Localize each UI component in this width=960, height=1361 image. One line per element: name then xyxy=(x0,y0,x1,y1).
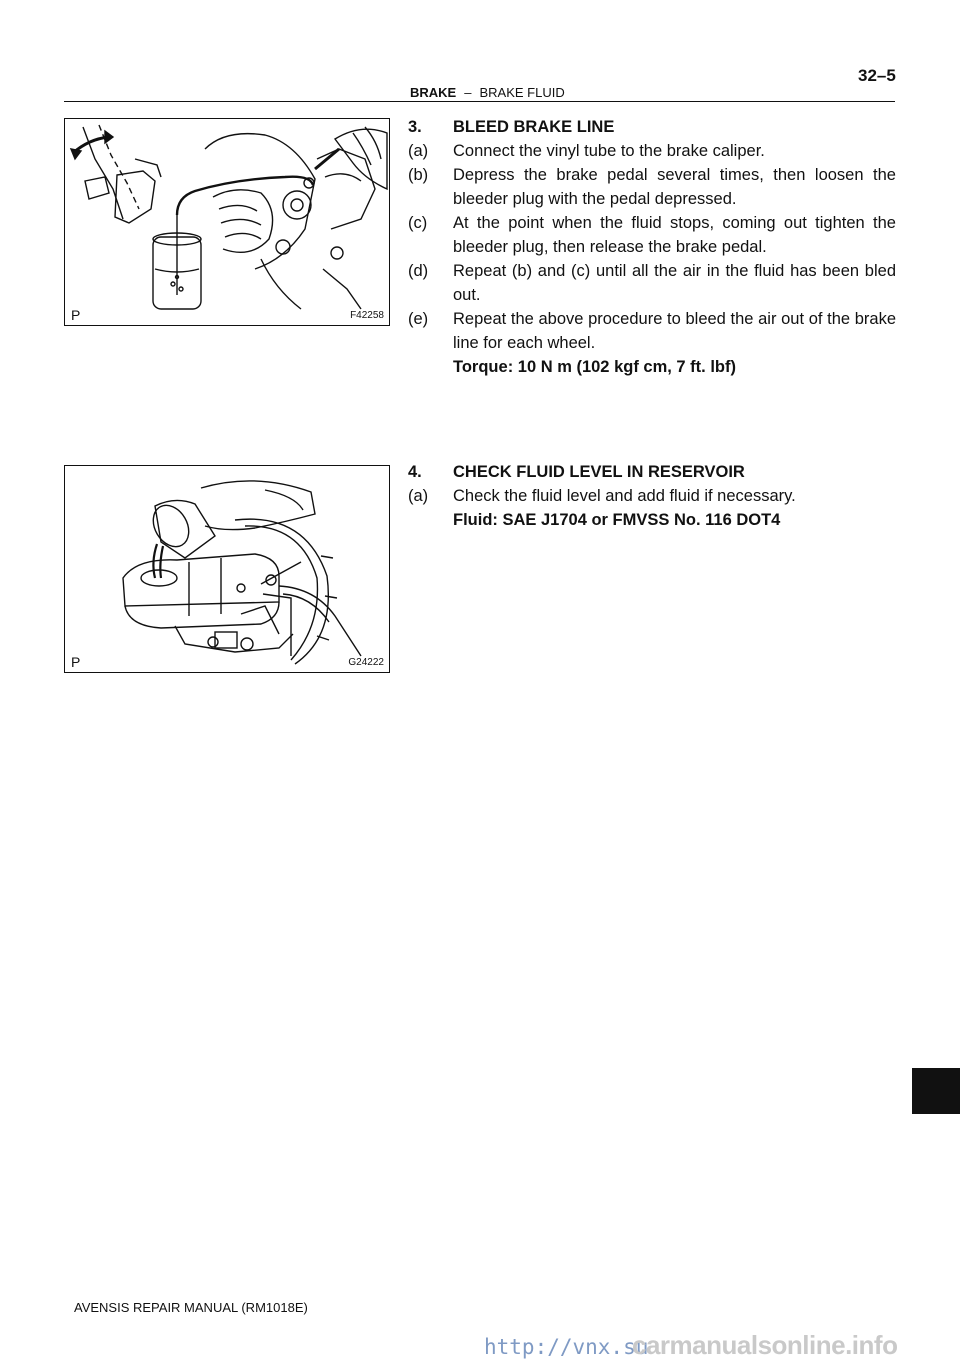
torque-spec: Torque: 10 N m (102 kgf cm, 7 ft. lbf) xyxy=(453,358,736,376)
figure-fluid-reservoir xyxy=(64,465,390,673)
substep xyxy=(408,484,896,508)
figure-marker: P xyxy=(71,654,81,670)
substep xyxy=(408,259,896,307)
header-dash: – xyxy=(464,85,472,100)
substep-text: Connect the vinyl tube to the brake caliper. xyxy=(453,142,765,160)
watermark-site: carmanualsonline.info xyxy=(632,1330,898,1360)
watermark-url[interactable]: http://vnx.su xyxy=(484,1335,649,1359)
substep-label: (e) xyxy=(408,310,429,328)
substep xyxy=(408,211,896,259)
reservoir-illustration xyxy=(65,466,391,674)
substep-text: Repeat the above procedure to bleed the air out of the brake line for each wheel. xyxy=(453,310,896,352)
page-number: 32–5 xyxy=(858,66,896,85)
figure-code: G24222 xyxy=(348,657,384,668)
substep-text: Check the fluid level and add fluid if necessary. xyxy=(453,487,796,505)
substep xyxy=(408,163,896,211)
fluid-spec: Fluid: SAE J1704 or FMVSS No. 116 DOT4 xyxy=(453,511,781,529)
running-header xyxy=(410,85,565,100)
step-bleed-brake-line xyxy=(408,115,896,379)
header-rule xyxy=(64,101,895,102)
step-check-fluid-level xyxy=(408,460,896,532)
step-title: CHECK FLUID LEVEL IN RESERVOIR xyxy=(453,463,745,481)
substep xyxy=(408,139,896,163)
substep-label: (c) xyxy=(408,214,428,232)
substep-label: (a) xyxy=(408,487,429,505)
substep-label: (d) xyxy=(408,262,429,280)
substep-text: Repeat (b) and (c) until all the air in the fluid has been bled out. xyxy=(453,262,896,304)
step-heading xyxy=(408,460,896,484)
substep-text: Depress the brake pedal several times, then loosen the bleeder plug with the pedal depressed. xyxy=(453,166,896,208)
substep xyxy=(408,307,896,355)
step-number: 4. xyxy=(408,463,422,481)
figure-marker: P xyxy=(71,307,81,323)
substep-label: (b) xyxy=(408,166,429,184)
subsection-title: BRAKE FLUID xyxy=(479,85,565,100)
step-heading xyxy=(408,115,896,139)
section-title: BRAKE xyxy=(410,85,457,100)
manual-footer: AVENSIS REPAIR MANUAL (RM1018E) xyxy=(74,1300,308,1315)
section-tab xyxy=(912,1068,960,1114)
substep-text: At the point when the fluid stops, coming out tighten the bleeder plug, then release the brake pedal. xyxy=(453,214,896,256)
figure-bleed-brake-line xyxy=(64,118,390,326)
bleeding-illustration xyxy=(65,119,391,327)
figure-code: F42258 xyxy=(350,310,384,321)
step-title: BLEED BRAKE LINE xyxy=(453,118,615,136)
step-number: 3. xyxy=(408,118,422,136)
substep-label: (a) xyxy=(408,142,429,160)
